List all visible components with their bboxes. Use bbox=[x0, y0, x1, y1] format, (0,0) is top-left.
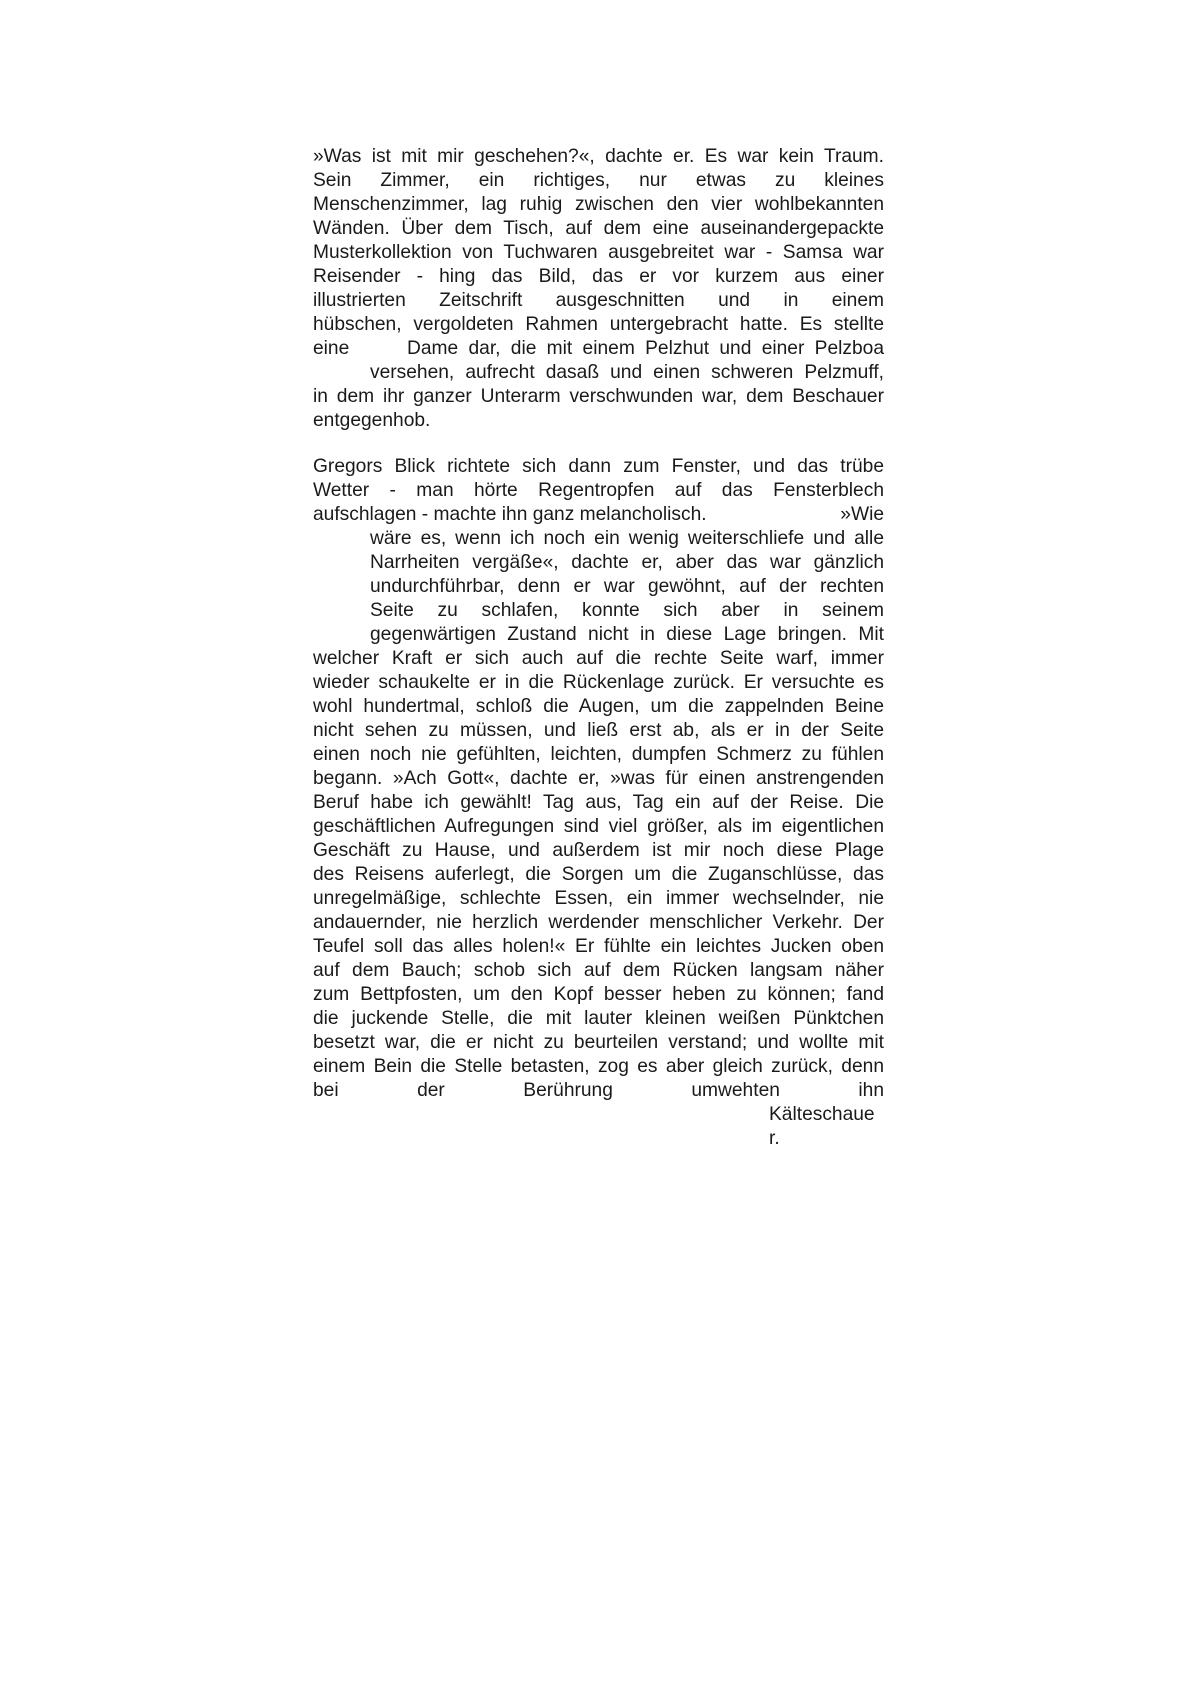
text-fragment: »Wie bbox=[840, 504, 884, 525]
text-line: wohl hundertmal, schloß die Augen, um die zappelnden Beine bbox=[313, 696, 884, 717]
text-line: Kälteschaue bbox=[769, 1104, 875, 1125]
text-line: andauernder, nie herzlich werdender menschlicher Verkehr. Der bbox=[313, 912, 884, 933]
text-line: Geschäft zu Hause, und außerdem ist mir noch diese Plage bbox=[313, 840, 884, 861]
text-line: unregelmäßige, schlechte Essen, ein immer wechselnder, nie bbox=[313, 888, 884, 909]
text-line: welcher Kraft er sich auch auf die rechte Seite warf, immer bbox=[313, 648, 884, 669]
text-column bbox=[313, 145, 884, 1151]
text-line: Sein Zimmer, ein richtiges, nur etwas zu kleines bbox=[313, 170, 884, 191]
text-line: gegenwärtigen Zustand nicht in diese Lage bringen. Mit bbox=[370, 624, 884, 645]
text-line: die juckende Stelle, die mit lauter kleinen weißen Pünktchen bbox=[313, 1008, 884, 1029]
text-line: Wänden. Über dem Tisch, auf dem eine auseinandergepackte bbox=[313, 218, 884, 239]
text-line: Narrheiten vergäße«, dachte er, aber das war gänzlich bbox=[370, 552, 884, 573]
text-line: des Reisens auferlegt, die Sorgen um die Zuganschlüsse, das bbox=[313, 864, 884, 885]
text-line: einem Bein die Stelle betasten, zog es aber gleich zurück, denn bbox=[313, 1056, 884, 1077]
text-line: zum Bettpfosten, um den Kopf besser heben zu können; fand bbox=[313, 984, 884, 1005]
text-line: r. bbox=[769, 1128, 780, 1149]
text-line: Gregors Blick richtete sich dann zum Fenster, und das trübe bbox=[313, 456, 884, 477]
paragraph-1 bbox=[313, 145, 884, 433]
text-line: entgegenhob. bbox=[313, 410, 431, 431]
text-line: auf dem Bauch; schob sich auf dem Rücken langsam näher bbox=[313, 960, 884, 981]
text-line: in dem ihr ganzer Unterarm verschwunden war, dem Beschauer bbox=[313, 386, 884, 407]
text-line: versehen, aufrecht dasaß und einen schweren Pelzmuff, bbox=[370, 362, 884, 383]
text-line bbox=[313, 337, 884, 361]
text-line: Musterkollektion von Tuchwaren ausgebreitet war - Samsa war bbox=[313, 242, 884, 263]
text-line: »Was ist mit mir geschehen?«, dachte er. Es war kein Traum. bbox=[313, 146, 884, 167]
text-fragment: Dame dar, die mit einem Pelzhut und einer Pelzboa bbox=[407, 338, 884, 359]
text-line: besetzt war, die er nicht zu beurteilen verstand; und wollte mit bbox=[313, 1032, 884, 1053]
text-line: Wetter - man hörte Regentropfen auf das Fensterblech bbox=[313, 480, 884, 501]
text-line: Beruf habe ich gewählt! Tag aus, Tag ein auf der Reise. Die bbox=[313, 792, 884, 813]
text-line: Reisender - hing das Bild, das er vor kurzem aus einer bbox=[313, 266, 884, 287]
paragraph-gap bbox=[313, 433, 884, 455]
text-line: undurchführbar, denn er war gewöhnt, auf der rechten bbox=[370, 576, 884, 597]
text-line: hübschen, vergoldeten Rahmen untergebracht hatte. Es stellte bbox=[313, 314, 884, 335]
text-line: begann. »Ach Gott«, dachte er, »was für einen anstrengenden bbox=[313, 768, 884, 789]
text-line bbox=[313, 503, 884, 527]
text-line: wäre es, wenn ich noch ein wenig weiterschliefe und alle bbox=[370, 528, 884, 549]
text-fragment: aufschlagen - machte ihn ganz melancholisch. bbox=[313, 504, 707, 525]
text-line: Teufel soll das alles holen!« Er fühlte ein leichtes Jucken oben bbox=[313, 936, 884, 957]
text-line: einen noch nie gefühlten, leichten, dumpfen Schmerz zu fühlen bbox=[313, 744, 884, 765]
text-line: Menschenzimmer, lag ruhig zwischen den vier wohlbekannten bbox=[313, 194, 884, 215]
text-fragment: eine bbox=[313, 338, 350, 359]
paragraph-2 bbox=[313, 455, 884, 1151]
text-line: bei der Berührung umwehten ihn bbox=[313, 1080, 884, 1101]
text-line: wieder schaukelte er in die Rückenlage zurück. Er versuchte es bbox=[313, 672, 884, 693]
text-line: nicht sehen zu müssen, und ließ erst ab, als er in der Seite bbox=[313, 720, 884, 741]
text-line: illustrierten Zeitschrift ausgeschnitten und in einem bbox=[313, 290, 884, 311]
text-line: geschäftlichen Aufregungen sind viel größer, als im eigentlichen bbox=[313, 816, 884, 837]
text-line: Seite zu schlafen, konnte sich aber in seinem bbox=[370, 600, 884, 621]
